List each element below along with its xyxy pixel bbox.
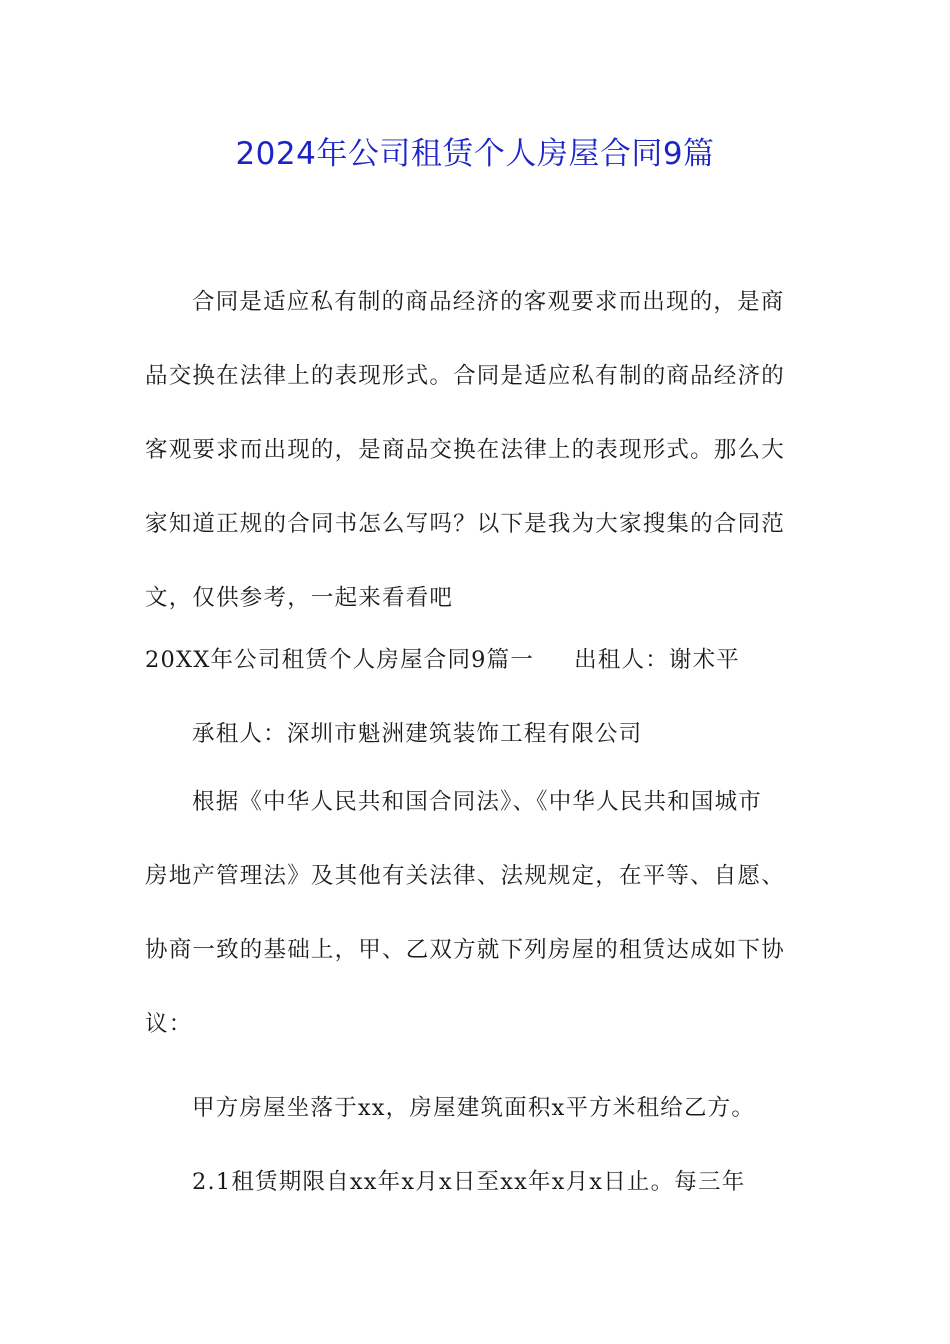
intro-line: 文，仅供参考，一起来看看吧 <box>145 585 454 611</box>
lessee-line: 承租人：深圳市魁洲建筑装饰工程有限公司 <box>192 721 643 747</box>
document-title: 2024年公司租赁个人房屋合同9篇 <box>235 136 715 172</box>
intro-line: 合同是适应私有制的商品经济的客观要求而出现的，是商 <box>192 289 785 315</box>
section-heading: 20XX年公司租赁个人房屋合同9篇一 <box>145 647 535 673</box>
basis-paragraph <box>145 765 805 1061</box>
basis-line: 议： <box>145 1011 193 1037</box>
location-clause: 甲方房屋坐落于xx，房屋建筑面积x平方米租给乙方。 <box>192 1095 756 1121</box>
intro-line: 家知道正规的合同书怎么写吗？以下是我为大家搜集的合同范 <box>145 511 785 537</box>
lessor-line: 出租人：谢术平 <box>574 647 740 673</box>
intro-line: 品交换在法律上的表现形式。合同是适应私有制的商品经济的 <box>145 363 785 389</box>
section-heading-row <box>145 640 805 680</box>
basis-line: 根据《中华人民共和国合同法》、《中华人民共和国城市 <box>192 789 763 815</box>
intro-line: 客观要求而出现的，是商品交换在法律上的表现形式。那么大 <box>145 437 785 463</box>
term-clause: 2.1租赁期限自xx年x月x日至xx年x月x日止。每三年 <box>192 1169 746 1195</box>
basis-line: 协商一致的基础上，甲、乙双方就下列房屋的租赁达成如下协 <box>145 937 785 963</box>
basis-line: 房地产管理法》及其他有关法律、法规规定，在平等、自愿、 <box>145 863 785 889</box>
intro-paragraph <box>145 265 805 635</box>
